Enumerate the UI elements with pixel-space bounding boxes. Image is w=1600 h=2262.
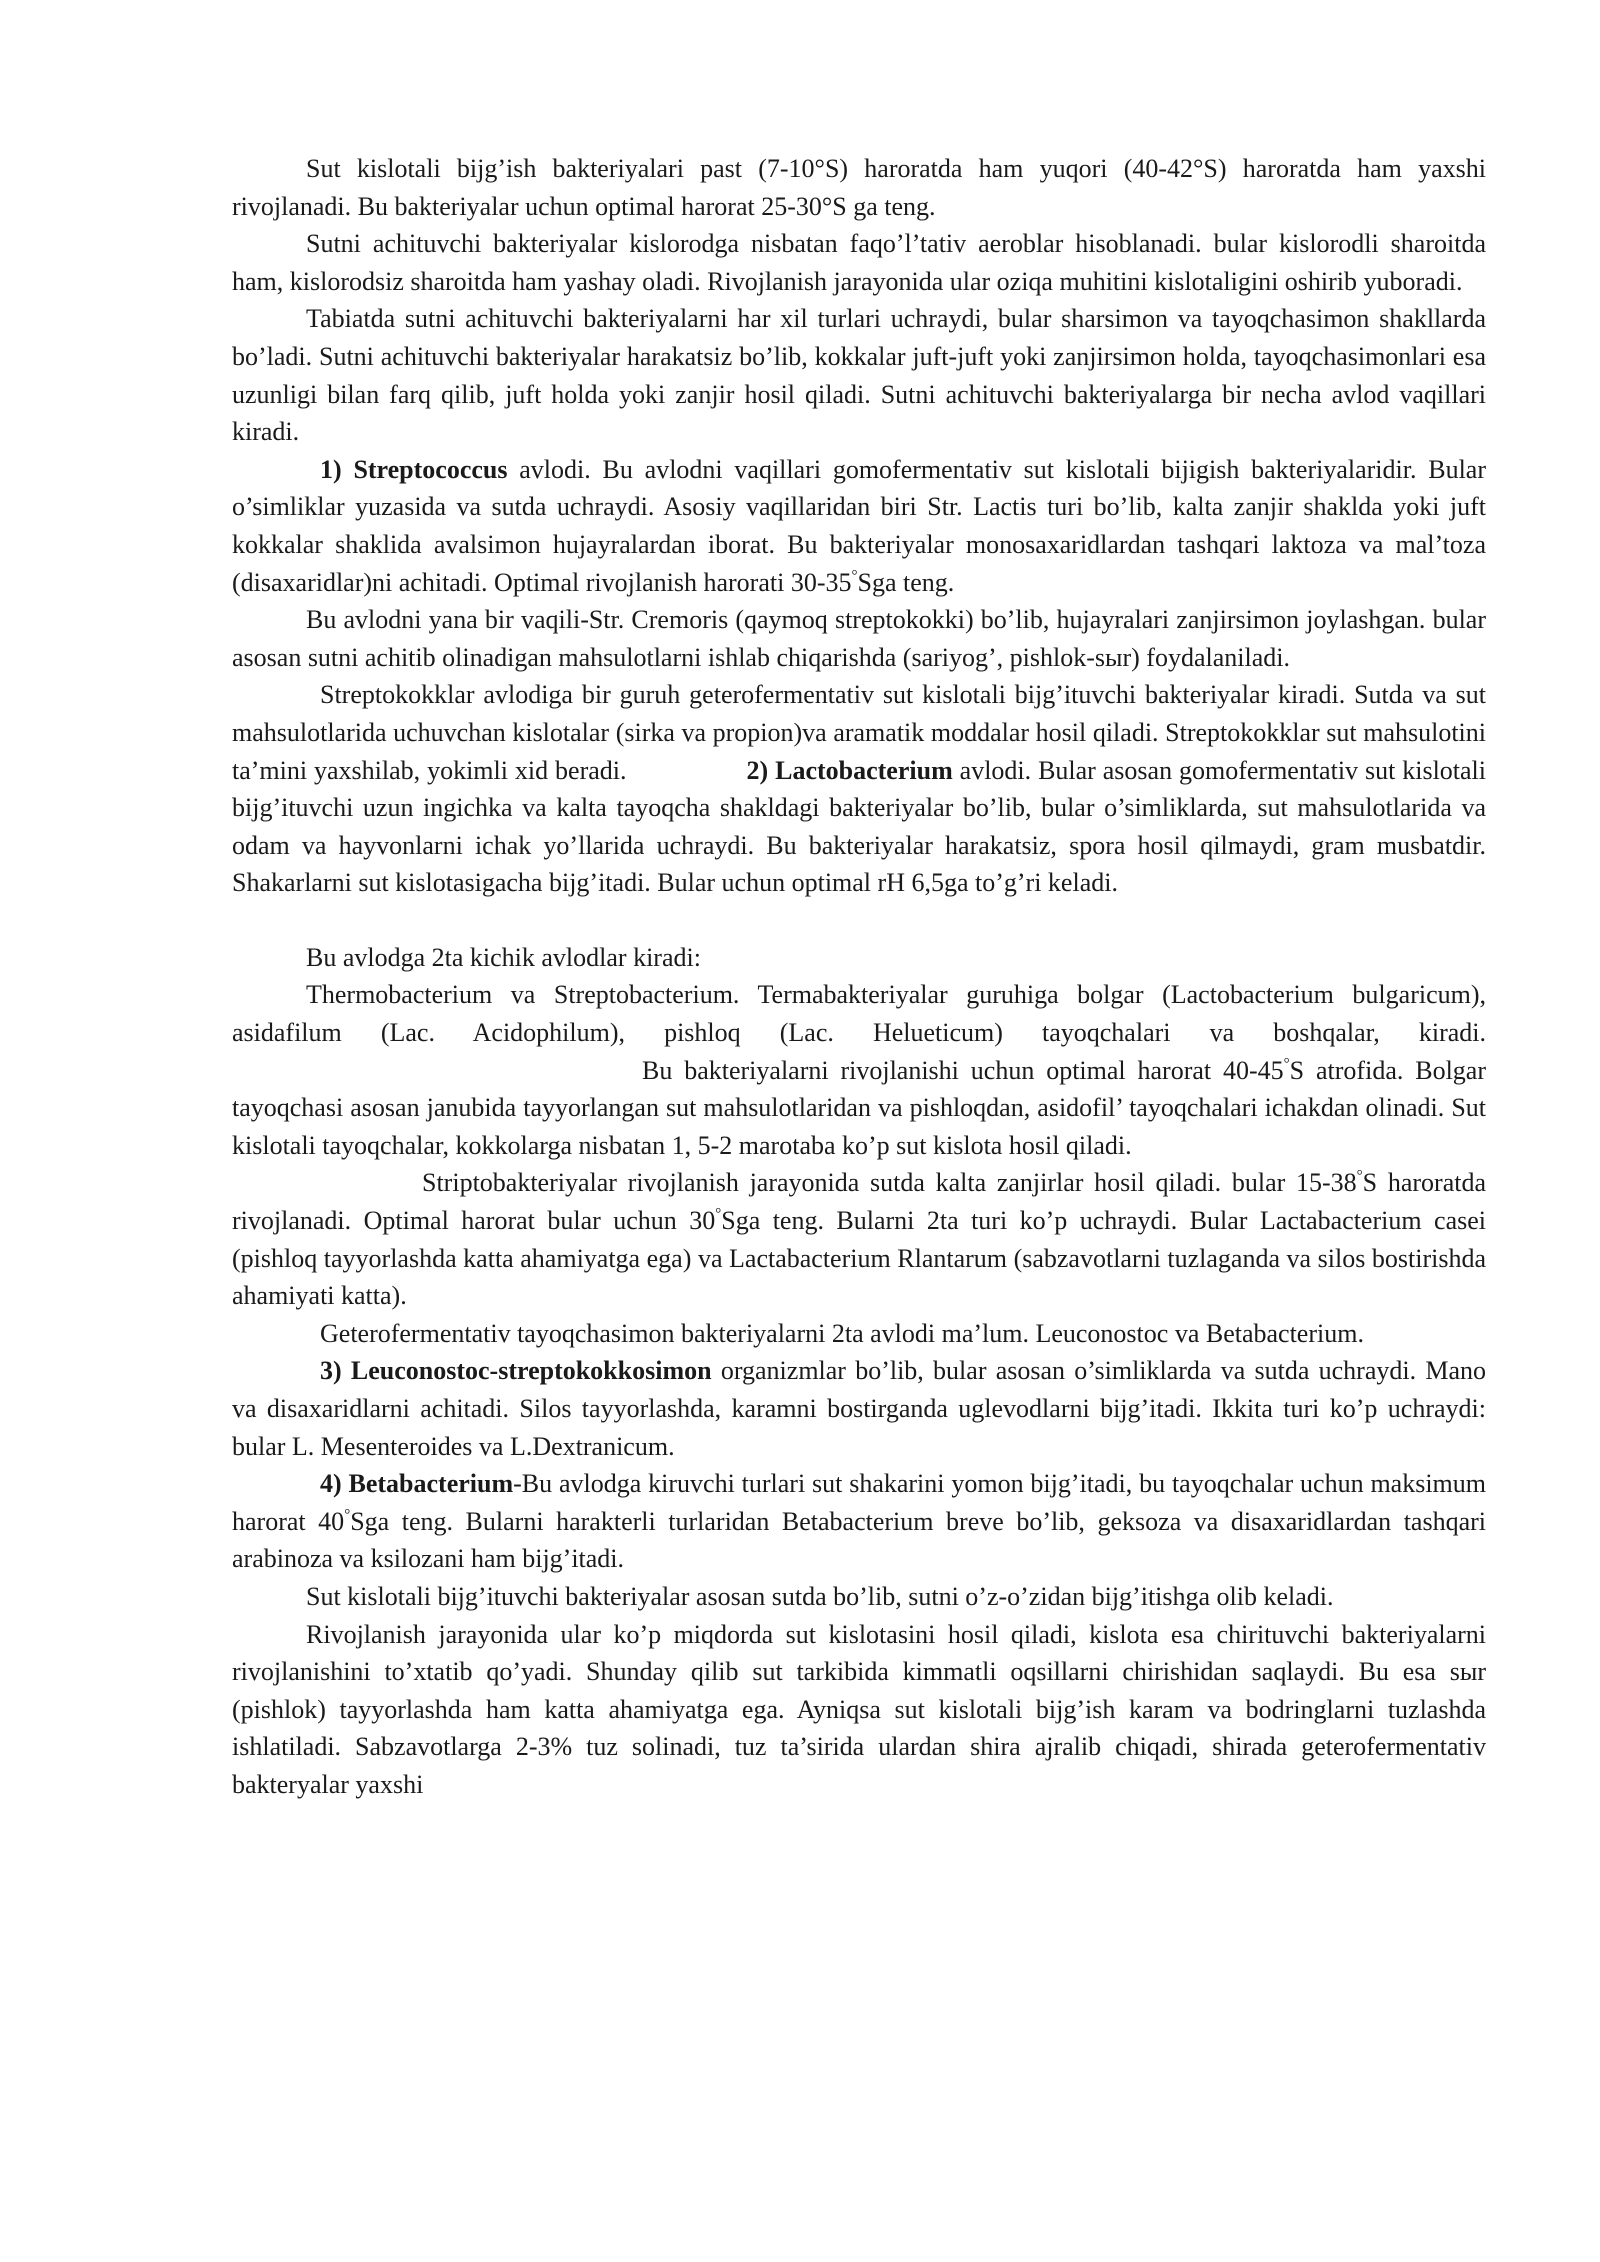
paragraph-betabacterium [232, 1465, 1486, 1578]
paragraph-aerobic: Sutni achituvchi bakteriyalar kislorodga nisbatan faqo’l’tativ aeroblar hisoblanadi. bular kislorodli sharoitda ham, kislorodsiz sharoitda ham yashay oladi. Rivojlanish jarayonida ular oziqa muhitini kislotaligini oshirib yuboradi. [232, 229, 1486, 296]
paragraph-temperature: Sut kislotali bijg’ish bakteriyalari past (7-10°S) haroratda ham yuqori (40-42°S) haroratda ham yaxshi rivojlanadi. Bu bakteriyalar uchun optimal harorat 25-30°S ga teng. [232, 154, 1486, 221]
heading-betabacterium: 4) Betabacterium [320, 1469, 514, 1499]
heading-streptococcus: 1) Streptococcus [320, 454, 508, 484]
paragraph-heterofermentative: Geterofermentativ tayoqchasimon bakteriyalarni 2ta avlodi ma’lum. Leuconostoc va Betabacterium. [320, 1318, 1364, 1348]
paragraph-lactobacterium [232, 676, 1486, 902]
degree-mark: ° [344, 1506, 351, 1523]
streptokokk-text: Streptokokklar avlodiga bir guruh geterofermentativ sut kislotali bijg’ituvchi bakteriyalar kiradi. Sutda va sut mahsulotlarida uchuvchan kislotalar (sirka va propion)va aramatik moddalar hosil qiladi. Streptokokklar sut mahsulotini ta’mini yaxshilab, yokimli xid beradi. [232, 680, 1486, 785]
heading-lactobacterium: Lactobacterium [775, 755, 953, 785]
paragraph-streptococcus [232, 451, 1486, 601]
thermobacterium-text: Thermobacterium va Streptobacterium. Termabakteriyalar guruhiga bolgar (Lactobacterium bulgaricum), asidafilum (Lac. Acidophilum), pishloq (Lac. Helueticum) tayoqchalari va boshqalar, kiradi. [232, 980, 1486, 1048]
paragraph-spontaneous: Sut kislotali bijg’ituvchi bakteriyalar asosan sutda bo’lib, sutni o’z-o’zidan bijg’itishga olib keladi. [306, 1581, 1334, 1611]
heading-leuconostoc: 3) Leuconostoc-streptokokkosimon [320, 1356, 712, 1386]
paragraph-thermobacterium [232, 976, 1486, 1164]
document-page [232, 150, 1486, 1804]
thermobacterium-text-end: S atrofida. Bolgar tayoqchasi asosan janubida tayyorlangan sut mahsulotlaridan va pishloqdan, asidofil’ tayoqchalari ichakdan olinadi. Sut kislotali tayoqchalar, kokkolarga nisbatan 1, 5-2 marotaba ko’p sut kislota hosil qiladi. [232, 1055, 1486, 1160]
paragraph-subgenera: Bu avlodga 2ta kichik avlodlar kiradi: [306, 942, 701, 972]
thermobacterium-temp: Bu bakteriyalarni rivojlanishi uchun optimal harorat 40-45 [642, 1055, 1284, 1085]
degree-mark: ° [851, 567, 858, 584]
streptobacterium-text-mid: S haroratda rivojlanadi. Optimal harorat bular uchun 30 [232, 1168, 1487, 1236]
leuconostoc-text: organizmlar bo’lib, bular asosan o’simliklarda va sutda uchraydi. Mano va disaxaridlarni achitadi. Silos tayyorlashda, karamni bostirganda uglevodlarni bijg’itadi. Ikkita turi ko’p uchraydi: bular L. Mesenteroides va L.Dextranicum. [232, 1356, 1486, 1461]
paragraph-development: Rivojlanish jarayonida ular ko’p miqdorda sut kislotasini hosil qiladi, kislota esa chirituvchi bakteriyalarni rivojlanishini to’xtatib qo’yadi. Shunday qilib sut tarkibida kimmatli oqsillarni chirishidan saqlaydi. Bu esa sыr (pishlok) tayyorlashda ham katta ahamiyatga ega. Ayniqsa sut kislotali bijg’ish karam va bodringlarni tuzlashda ishlatiladi. Sabzavotlarga 2-3% tuz solinadi, tuz ta’sirida ulardan shira ajralib chiqadi, shirada geterofermentativ bakteryalar yaxshi [232, 1619, 1486, 1799]
betabacterium-text-end: Sga teng. Bularni harakterli turlaridan Betabacterium breve bo’lib, geksoza va disaxaridlardan tashqari arabinoza va ksilozani ham bijg’itadi. [232, 1506, 1487, 1574]
degree-mark: ° [715, 1206, 722, 1223]
degree-mark: ° [1283, 1055, 1290, 1072]
degree-mark: ° [1356, 1168, 1363, 1185]
lactobacterium-text: avlodi. Bular asosan gomofermentativ sut kislotali bijg’ituvchi uzun ingichka va kalta tayoqcha shakldagi bakteriyalar bo’lib, bular o’simliklarda, sut mahsulotlarida va odam va hayvonlarni ichak yo’llarida uchraydi. Bu bakteriyalar harakatsiz, spora hosil qilmaydi, gram musbatdir. Shakarlarni sut kislotasigacha bijg’itadi. Bular uchun optimal rH 6,5ga to’g’ri keladi. [232, 755, 1486, 898]
streptococcus-text: avlodi. Bu avlodni vaqillari gomofermentativ sut kislotali bijigish bakteriyalaridir. Bular o’simliklar yuzasida va sutda uchraydi. Asosiy vaqillaridan biri Str. Lactis turi bo’lib, kalta zanjir shaklda yoki juft kokkalar shaklida avalsimon hujayralardan iborat. Bu bakteriyalar monosaxaridlardan tashqari laktoza va mal’toza (disaxaridlar)ni achitadi. Optimal rivojlanish harorati 30-35 [232, 454, 1486, 597]
number-two: 2) [746, 755, 769, 785]
paragraph-streptobacterium [232, 1164, 1486, 1314]
streptobacterium-text-end: Sga teng. Bularni 2ta turi ko’p uchraydi. Bular Lactabacterium casei (pishloq tayyorlashda katta ahamiyatga ega) va Lactabacterium Rlantarum (sabzavotlarni tuzlaganda va silos bostirishda ahamiyati katta). [232, 1206, 1487, 1311]
streptobacterium-text: Striptobakteriyalar rivojlanish jarayonida sutda kalta zanjirlar hosil qiladi. bular 15-38 [422, 1168, 1357, 1198]
paragraph-shapes: Tabiatda sutni achituvchi bakteriyalarni har xil turlari uchraydi, bular sharsimon va tayoqchasimon shakllarda bo’ladi. Sutni achituvchi bakteriyalar harakatsiz bo’lib, kokkalar juft-juft yoki zanjirsimon holda, tayoqchasimonlari esa uzunligi bilan farq qilib, juft holda yoki zanjir hosil qiladi. Sutni achituvchi bakteriyalarga bir necha avlod vaqillari kiradi. [232, 304, 1486, 447]
betabacterium-text: -Bu avlodga kiruvchi turlari sut shakarini yomon bijg’itadi, bu tayoqchalar uchun maksimum harorat 40 [232, 1469, 1486, 1536]
paragraph-leuconostoc [232, 1352, 1486, 1465]
streptococcus-text-end: Sga teng. [857, 567, 955, 597]
paragraph-cremoris: Bu avlodni yana bir vaqili-Str. Cremoris (qaymoq streptokokki) bo’lib, hujayralari zanjirsimon joylashgan. bular asosan sutni achitib olinadigan mahsulotlarni ishlab chiqarishda (sariyog’, pishlok-sыr) foydalaniladi. [232, 605, 1486, 672]
